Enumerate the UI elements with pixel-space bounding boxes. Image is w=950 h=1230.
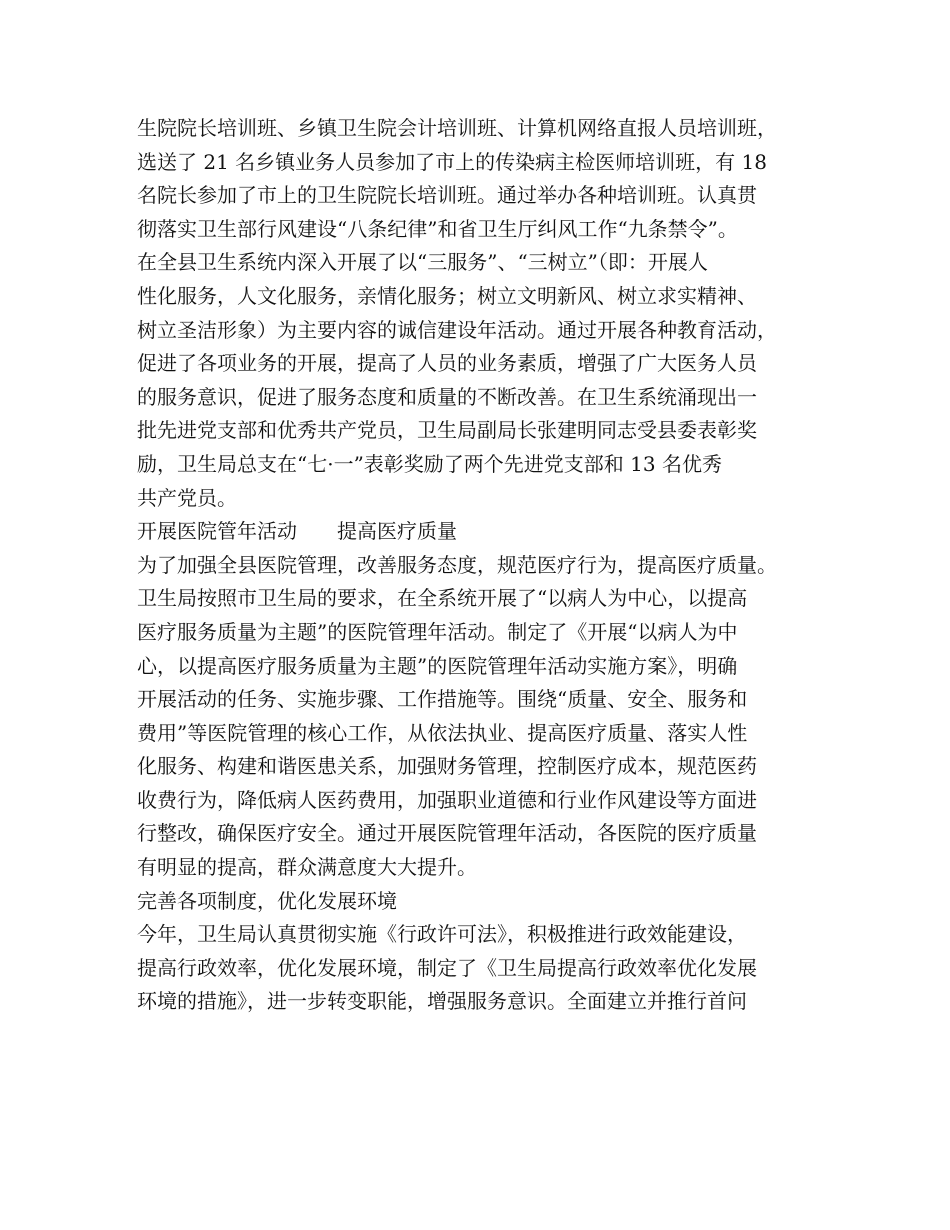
text-line: 收费行为，降低病人医药费用，加强职业道德和行业作风建设等方面进 — [137, 787, 757, 812]
text-line: 医疗服务质量为主题”的医院管理年活动。制定了《开展“以病人为中 — [137, 619, 738, 644]
text-line: 生院院长培训班、乡镇卫生院会计培训班、计算机网络直报人员培训班， — [137, 116, 777, 140]
text-line: 行整改，确保医疗安全。通过开展医院管理年活动，各医院的医疗质量 — [137, 821, 757, 846]
text-line: 心，以提高医疗服务质量为主题”的医院管理年活动实施方案》，明确 — [137, 653, 738, 678]
text-line: 共产党员。 — [137, 485, 237, 510]
text-line: 卫生局按照市卫生局的要求，在全系统开展了“以病人为中心，以提高 — [137, 586, 748, 611]
section-heading: 开展医院管年活动 提高医疗质量 — [137, 519, 457, 544]
text-line: 环境的措施》，进一步转变职能，增强服务意识。全面建立并推行首问 — [137, 989, 747, 1014]
text-line: 的服务意识，促进了服务态度和质量的不断改善。在卫生系统涌现出一 — [137, 384, 757, 409]
text-line: 性化服务，人文化服务，亲情化服务；树立文明新风、树立求实精神、 — [137, 283, 757, 308]
text-line: 化服务、构建和谐医患关系，加强财务管理，控制医疗成本，规范医药 — [137, 754, 757, 779]
text-line: 批先进党支部和优秀共产党员，卫生局副局长张建明同志受县委表彰奖 — [137, 418, 757, 443]
text-line: 今年，卫生局认真贯彻实施《行政许可法》，积极推进行政效能建设， — [137, 922, 747, 947]
text-line: 提高行政效率，优化发展环境，制定了《卫生局提高行政效率优化发展 — [137, 955, 757, 980]
text-line: 励，卫生局总支在“七·一”表彰奖励了两个先进党支部和 13 名优秀 — [137, 451, 722, 476]
text-line: 彻落实卫生部行风建设“八条纪律”和省卫生厅纠风工作“九条禁令”。 — [137, 216, 738, 241]
text-line: 开展活动的任务、实施步骤、工作措施等。围绕“质量、安全、服务和 — [137, 687, 748, 712]
text-line: 费用”等医院管理的核心工作，从依法执业、提高医疗质量、落实人性 — [137, 720, 748, 745]
text-line: 为了加强全县医院管理，改善服务态度，规范医疗行为，提高医疗质量。 — [137, 552, 777, 577]
text-line: 在全县卫生系统内深入开展了以“三服务”、“三树立”（即：开展人 — [137, 250, 708, 275]
text-line: 名院长参加了市上的卫生院院长培训班。通过举办各种培训班。认真贯 — [137, 183, 757, 208]
document-body — [137, 112, 827, 1019]
text-line: 促进了各项业务的开展，提高了人员的业务素质，增强了广大医务人员 — [137, 351, 757, 376]
text-line: 有明显的提高，群众满意度大大提升。 — [137, 855, 477, 880]
section-heading: 完善各项制度，优化发展环境 — [137, 888, 397, 913]
text-line: 树立圣洁形象）为主要内容的诚信建设年活动。通过开展各种教育活动， — [137, 317, 777, 342]
text-line: 选送了 21 名乡镇业务人员参加了市上的传染病主检医师培训班，有 18 — [137, 149, 767, 174]
